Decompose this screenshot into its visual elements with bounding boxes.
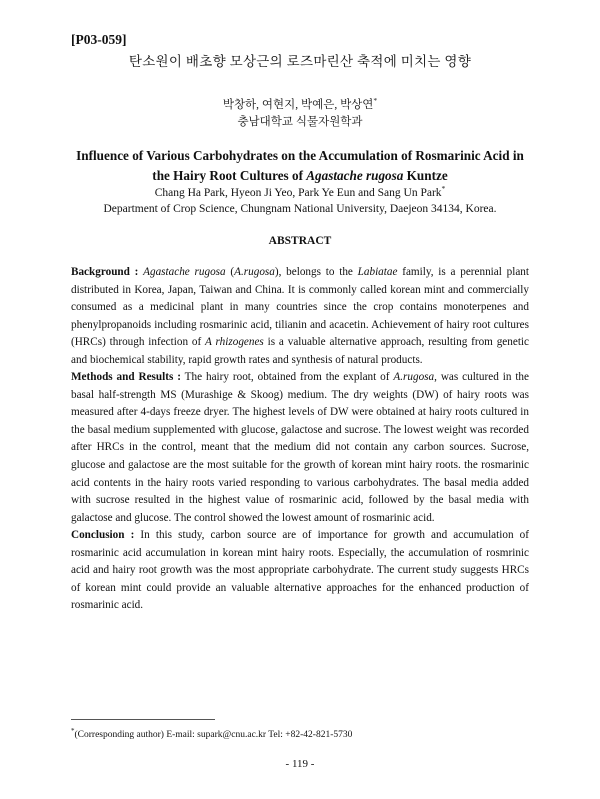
text-run: In this study, carbon source are of importance for growth and accumulation of rosmarinic acid accumulation in korean mint hairy roots. Especially, the accumulation of rosmrinic acid and hairy root growth was the most appropriate carbohydrate. The current study suggests HRCs of korean mint could provide an valuable alternative approaches for the enhanced production of rosmarinic acid. bbox=[71, 529, 529, 612]
title-line2-post: Kuntze bbox=[403, 168, 448, 183]
author-list bbox=[0, 184, 600, 199]
page-number: - 119 - bbox=[285, 758, 315, 770]
abstract-body bbox=[71, 264, 529, 615]
species-abbrev: A.rugosa bbox=[393, 371, 435, 384]
footnote-mark: * bbox=[71, 727, 75, 735]
author-names: Chang Ha Park, Hyeon Ji Yeo, Park Ye Eun and Sang Un Park bbox=[154, 186, 442, 199]
corresponding-mark: * bbox=[441, 184, 446, 193]
korean-author-names: 박창하, 여현지, 박예은, 박상연 bbox=[222, 99, 374, 111]
conclusion-paragraph bbox=[71, 527, 529, 615]
affiliation: Department of Crop Science, Chungnam National University, Daejeon 34134, Korea. bbox=[103, 203, 497, 215]
text-run: ), belongs to the bbox=[274, 266, 358, 278]
methods-label: Methods and Results : bbox=[71, 371, 181, 384]
footnote-text: (Corresponding author) E-mail: supark@cnu.ac.kr Tel: +82-42-821-5730 bbox=[74, 730, 353, 741]
abstract-heading: ABSTRACT bbox=[268, 235, 332, 247]
korean-title: 탄소원이 배초향 모상근의 로즈마린산 축적에 미치는 영향 bbox=[128, 54, 472, 69]
paper-title bbox=[60, 146, 540, 186]
text-run: The hairy root, obtained from the explant of bbox=[180, 371, 394, 384]
text-run: is a valuable alternative approach, resulting from genetic and biochemical stability, rapid growth rates and synthesis of natural products. bbox=[71, 336, 530, 366]
species-abbrev: A.rugosa bbox=[234, 266, 275, 278]
background-paragraph bbox=[71, 264, 529, 369]
bacterium-name: A rhizogenes bbox=[205, 336, 264, 349]
conclusion-label: Conclusion : bbox=[71, 529, 135, 542]
korean-authors bbox=[0, 96, 600, 112]
title-line-1: Influence of Various Carbohydrates on the Accumulation of Rosmarinic Acid in bbox=[76, 148, 524, 163]
text-run: ( bbox=[225, 266, 235, 278]
korean-corresponding-mark: * bbox=[373, 96, 378, 106]
title-line-2 bbox=[60, 166, 540, 186]
title-species: Agastache rugosa bbox=[306, 168, 404, 183]
poster-code: [P03-059] bbox=[71, 32, 127, 47]
footnote-divider bbox=[71, 719, 215, 720]
family-name: Labiatae bbox=[357, 266, 398, 278]
korean-affiliation: 충남대학교 식물자원학과 bbox=[237, 116, 363, 128]
background-label: Background : bbox=[71, 266, 139, 278]
title-line2-pre: the Hairy Root Cultures of bbox=[152, 168, 307, 183]
footnote bbox=[71, 727, 352, 740]
text-run: , was cultured in the basal half-strength MS (Murashige & Skoog) medium. The dry weights (DW) of hairy roots was measured after 4-days freeze dryer. The highest levels of DW were obtained at hairy roots cultured in the basal medium supplemented with glucose, galactose and sucrose. The lowest weight was recorded after HRCs in the control, meant that the medium did not contain any carbon sources. Sucrose, glucose and galactose are the most suitable for the growth of korean mint hairy roots. the rosmarinic acid contents in the hairy roots varied responding to various carbohydrates. The basal media added with sucrose resulted in the highest value of rosmarinic acid, followed by the basal media with galactose and glucose. The control showed the lowest amount of rosmarinic acid. bbox=[71, 371, 529, 524]
species-name: Agastache rugosa bbox=[143, 266, 226, 278]
text-run: family, is a perennial plant distributed in Korea, Japan, Taiwan and China. It is commonly called korean mint and commercially consumed as a medicinal plant in many countries since the crop contains monoterpenes and phenylpropanoids including rosmarinic acid, tilianin and acacetin. Achievement of hairy root cultures (HRCs) through infection of bbox=[71, 266, 530, 349]
methods-paragraph bbox=[71, 369, 529, 527]
